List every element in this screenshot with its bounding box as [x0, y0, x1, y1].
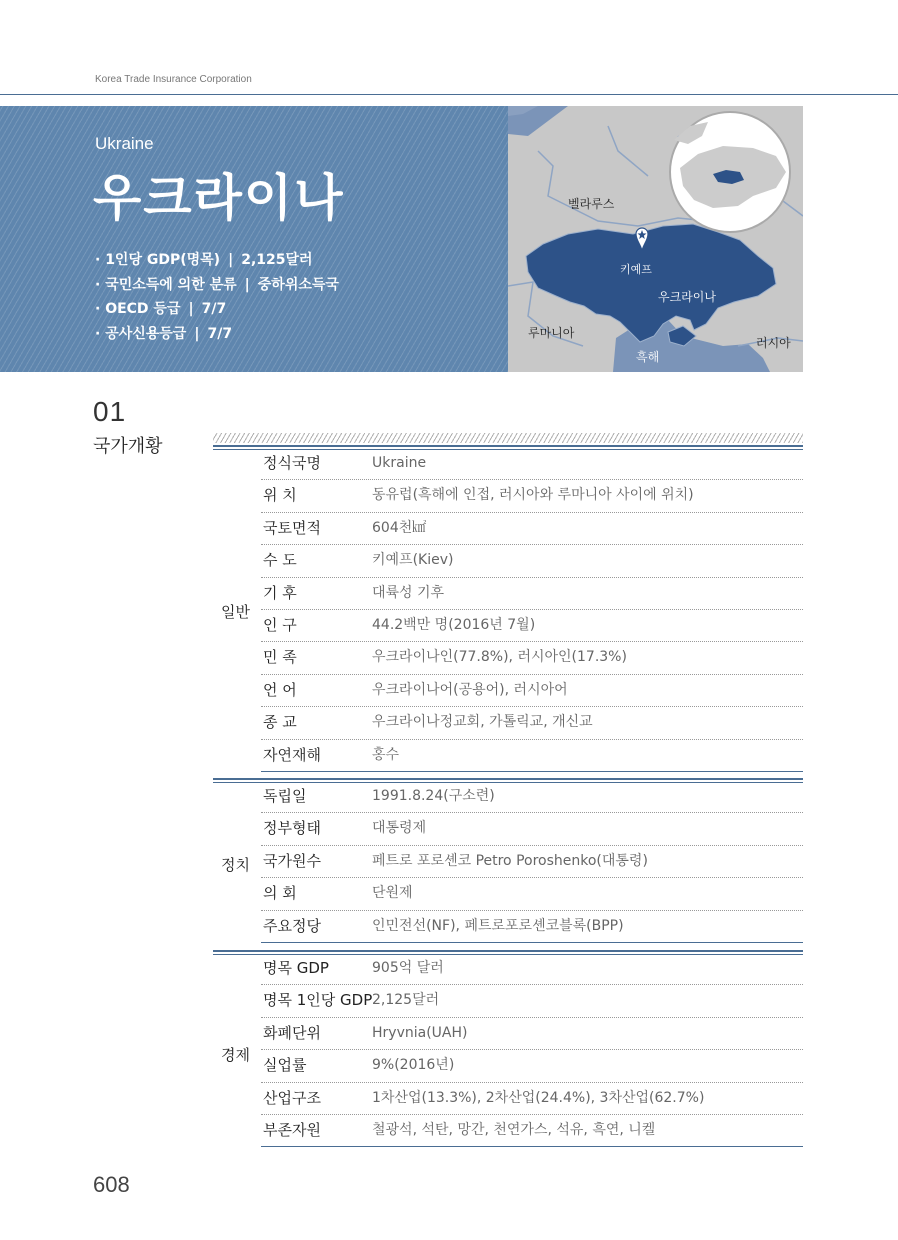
- map-label-russia: 러시아: [756, 336, 791, 350]
- country-map: [508, 106, 803, 372]
- table-row: [261, 877, 803, 910]
- map-label-kiev: 키예프: [620, 263, 652, 276]
- table-row: [261, 479, 803, 512]
- table-row: [261, 845, 803, 878]
- fact-oecd-grade: · OECD 등급 | 7/7: [95, 301, 227, 317]
- group-label-politics: 정치: [221, 856, 250, 874]
- country-banner: [0, 106, 508, 372]
- economy-info-group: [213, 950, 803, 1148]
- section-number: 01: [93, 396, 127, 427]
- table-row: [261, 609, 803, 642]
- row-value: Hryvnia(UAH): [372, 1024, 468, 1041]
- row-label: 명목 GDP: [263, 959, 329, 977]
- row-value: 우크라이나인(77.8%), 러시아인(17.3%): [372, 649, 627, 666]
- table-row: [261, 1082, 803, 1115]
- table-row: [261, 1049, 803, 1082]
- group-label-economy: 경제: [221, 1046, 250, 1064]
- table-row: [261, 952, 803, 985]
- row-label: 부존자원: [263, 1121, 321, 1139]
- country-name-en: Ukraine: [95, 134, 154, 153]
- row-value: 홍수: [372, 746, 400, 763]
- table-row: [261, 706, 803, 739]
- row-value: 905억 달러: [372, 960, 444, 976]
- table-row: [261, 739, 803, 772]
- row-label: 국토면적: [263, 518, 321, 537]
- table-row: [261, 544, 803, 577]
- row-value: 대통령제: [372, 820, 427, 837]
- row-label: 민 족: [263, 648, 297, 667]
- key-facts-list: [95, 248, 339, 346]
- row-value: 604천㎢: [372, 519, 427, 536]
- row-value: 9%(2016년): [372, 1057, 455, 1074]
- fact-ksure-rating: · 공사신용등급 | 7/7: [95, 325, 233, 342]
- map-label-belarus: 벨라루스: [568, 197, 615, 211]
- row-label: 기 후: [263, 583, 297, 602]
- table-row: [261, 780, 803, 813]
- row-value: 2,125달러: [372, 992, 440, 1009]
- row-value: 대륙성 기후: [372, 584, 445, 601]
- row-label: 국가원수: [263, 851, 321, 870]
- row-label: 자연재해: [263, 745, 321, 764]
- row-value: 우크라이나정교회, 가톨릭교, 개신교: [372, 714, 593, 731]
- row-value: 44.2백만 명(2016년 7월): [372, 617, 536, 633]
- group-label-general: 일반: [221, 603, 250, 621]
- politics-info-group: [213, 778, 803, 944]
- row-label: 명목 1인당 GDP: [263, 991, 373, 1010]
- row-label: 수 도: [263, 551, 297, 570]
- table-row: [261, 1017, 803, 1050]
- row-label: 위 치: [263, 486, 297, 505]
- row-value: 1차산업(13.3%), 2차산업(24.4%), 3차산업(62.7%): [372, 1089, 705, 1106]
- row-value: 키예프(Kiev): [372, 552, 454, 569]
- general-info-group: [213, 445, 803, 773]
- fact-gdp-per-capita: · 1인당 GDP(명목) | 2,125달러: [95, 252, 313, 268]
- table-row: [261, 674, 803, 707]
- row-value: 우크라이나어(공용어), 러시아어: [372, 681, 568, 698]
- row-label: 산업구조: [263, 1088, 321, 1107]
- row-value: 1991.8.24(구소련): [372, 788, 495, 804]
- section-hatch-bar: [213, 433, 803, 443]
- table-row: [261, 812, 803, 845]
- row-label: 언 어: [263, 680, 297, 699]
- row-label: 인 구: [263, 616, 297, 634]
- table-row: [261, 910, 803, 943]
- row-value: 동유럽(흑해에 인접, 러시아와 루마니아 사이에 위치): [372, 487, 694, 504]
- row-label: 정식국명: [263, 454, 321, 472]
- row-value: Ukraine: [372, 455, 427, 471]
- row-label: 화폐단위: [263, 1023, 321, 1042]
- country-name-ko: 우크라이나: [93, 169, 345, 227]
- row-label: 주요정당: [263, 916, 321, 935]
- page-number: 608: [93, 1172, 130, 1197]
- section-title: 국가개황: [93, 436, 163, 457]
- row-value: 단원제: [372, 885, 413, 902]
- table-row: [261, 512, 803, 545]
- row-value: 철광석, 석탄, 망간, 천연가스, 석유, 흑연, 니켈: [372, 1122, 656, 1138]
- map-label-black-sea: 흑해: [636, 350, 660, 364]
- row-label: 정부형태: [263, 819, 321, 838]
- table-row: [261, 984, 803, 1017]
- row-label: 의 회: [263, 884, 297, 903]
- table-row: [261, 447, 803, 480]
- row-value: 인민전선(NF), 페트로포로셴코블록(BPP): [372, 917, 624, 934]
- header-rule: [0, 94, 898, 95]
- row-value: 페트로 포로셴코 Petro Poroshenko(대통령): [372, 852, 648, 869]
- fact-income-class: · 국민소득에 의한 분류 | 중하위소득국: [95, 276, 339, 293]
- header-org: Korea Trade Insurance Corporation: [95, 74, 252, 85]
- table-row: [261, 1114, 803, 1147]
- row-label: 독립일: [263, 787, 307, 805]
- map-label-ukraine: 우크라이나: [658, 290, 716, 304]
- table-row: [261, 641, 803, 674]
- table-row: [261, 577, 803, 610]
- map-label-romania: 루마니아: [528, 326, 575, 340]
- row-label: 실업률: [263, 1056, 307, 1075]
- row-label: 종 교: [263, 713, 297, 732]
